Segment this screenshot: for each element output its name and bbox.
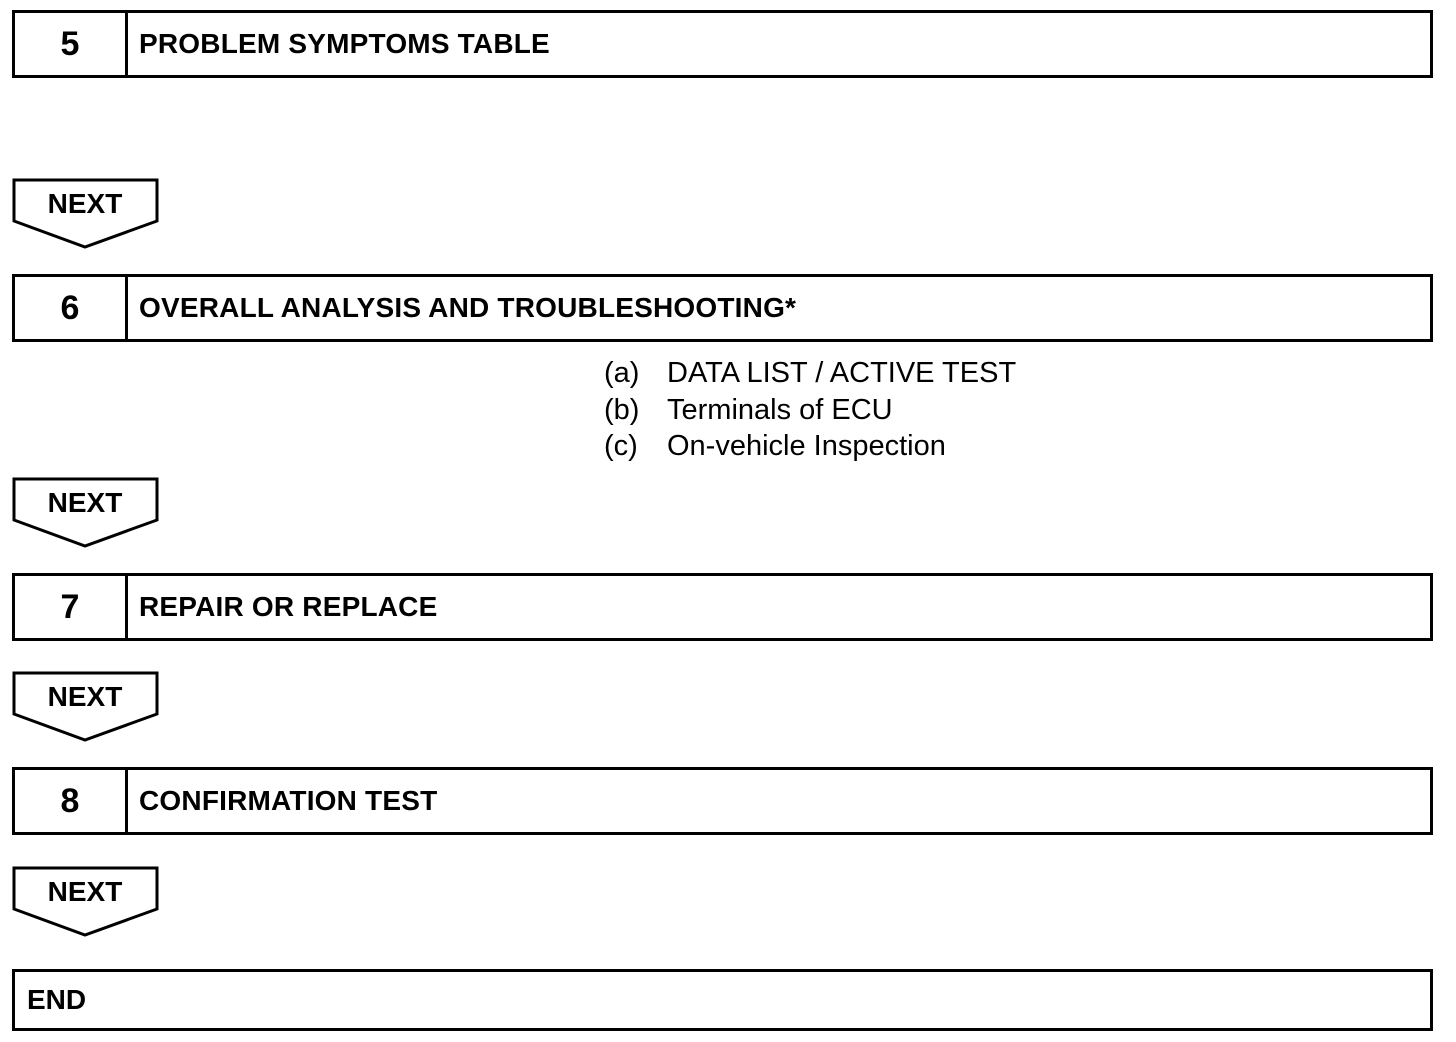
next-label: NEXT bbox=[47, 681, 123, 712]
step-number: 6 bbox=[15, 277, 128, 339]
step-6-box bbox=[12, 274, 1433, 342]
step-8-box bbox=[12, 767, 1433, 835]
step-number: 7 bbox=[15, 576, 128, 638]
next-arrow bbox=[12, 671, 160, 743]
step-title: CONFIRMATION TEST bbox=[139, 785, 438, 816]
step-5-box bbox=[12, 10, 1433, 78]
step-number: 8 bbox=[15, 770, 128, 832]
detail-item bbox=[604, 355, 1016, 392]
next-arrow bbox=[12, 477, 160, 549]
detail-item bbox=[604, 428, 1016, 465]
detail-text: Terminals of ECU bbox=[667, 393, 893, 426]
step-title: REPAIR OR REPLACE bbox=[139, 591, 438, 622]
next-arrow bbox=[12, 866, 160, 938]
detail-marker: (a) bbox=[604, 357, 640, 389]
detail-text: DATA LIST / ACTIVE TEST bbox=[667, 357, 1017, 389]
detail-text: On-vehicle Inspection bbox=[667, 430, 946, 462]
step-7-box bbox=[12, 573, 1433, 641]
step-title: OVERALL ANALYSIS AND TROUBLESHOOTING* bbox=[139, 292, 797, 323]
end-label: END bbox=[27, 984, 87, 1015]
detail-marker: (c) bbox=[604, 430, 638, 462]
step-number: 5 bbox=[15, 13, 128, 75]
step-title: PROBLEM SYMPTOMS TABLE bbox=[139, 28, 550, 59]
next-label: NEXT bbox=[47, 487, 123, 518]
next-arrow bbox=[12, 178, 160, 250]
next-label: NEXT bbox=[47, 876, 123, 907]
end-box bbox=[12, 969, 1433, 1031]
next-label: NEXT bbox=[47, 188, 123, 219]
detail-item bbox=[604, 392, 1016, 429]
step-6-details bbox=[604, 355, 1016, 465]
detail-marker: (b) bbox=[604, 393, 640, 426]
